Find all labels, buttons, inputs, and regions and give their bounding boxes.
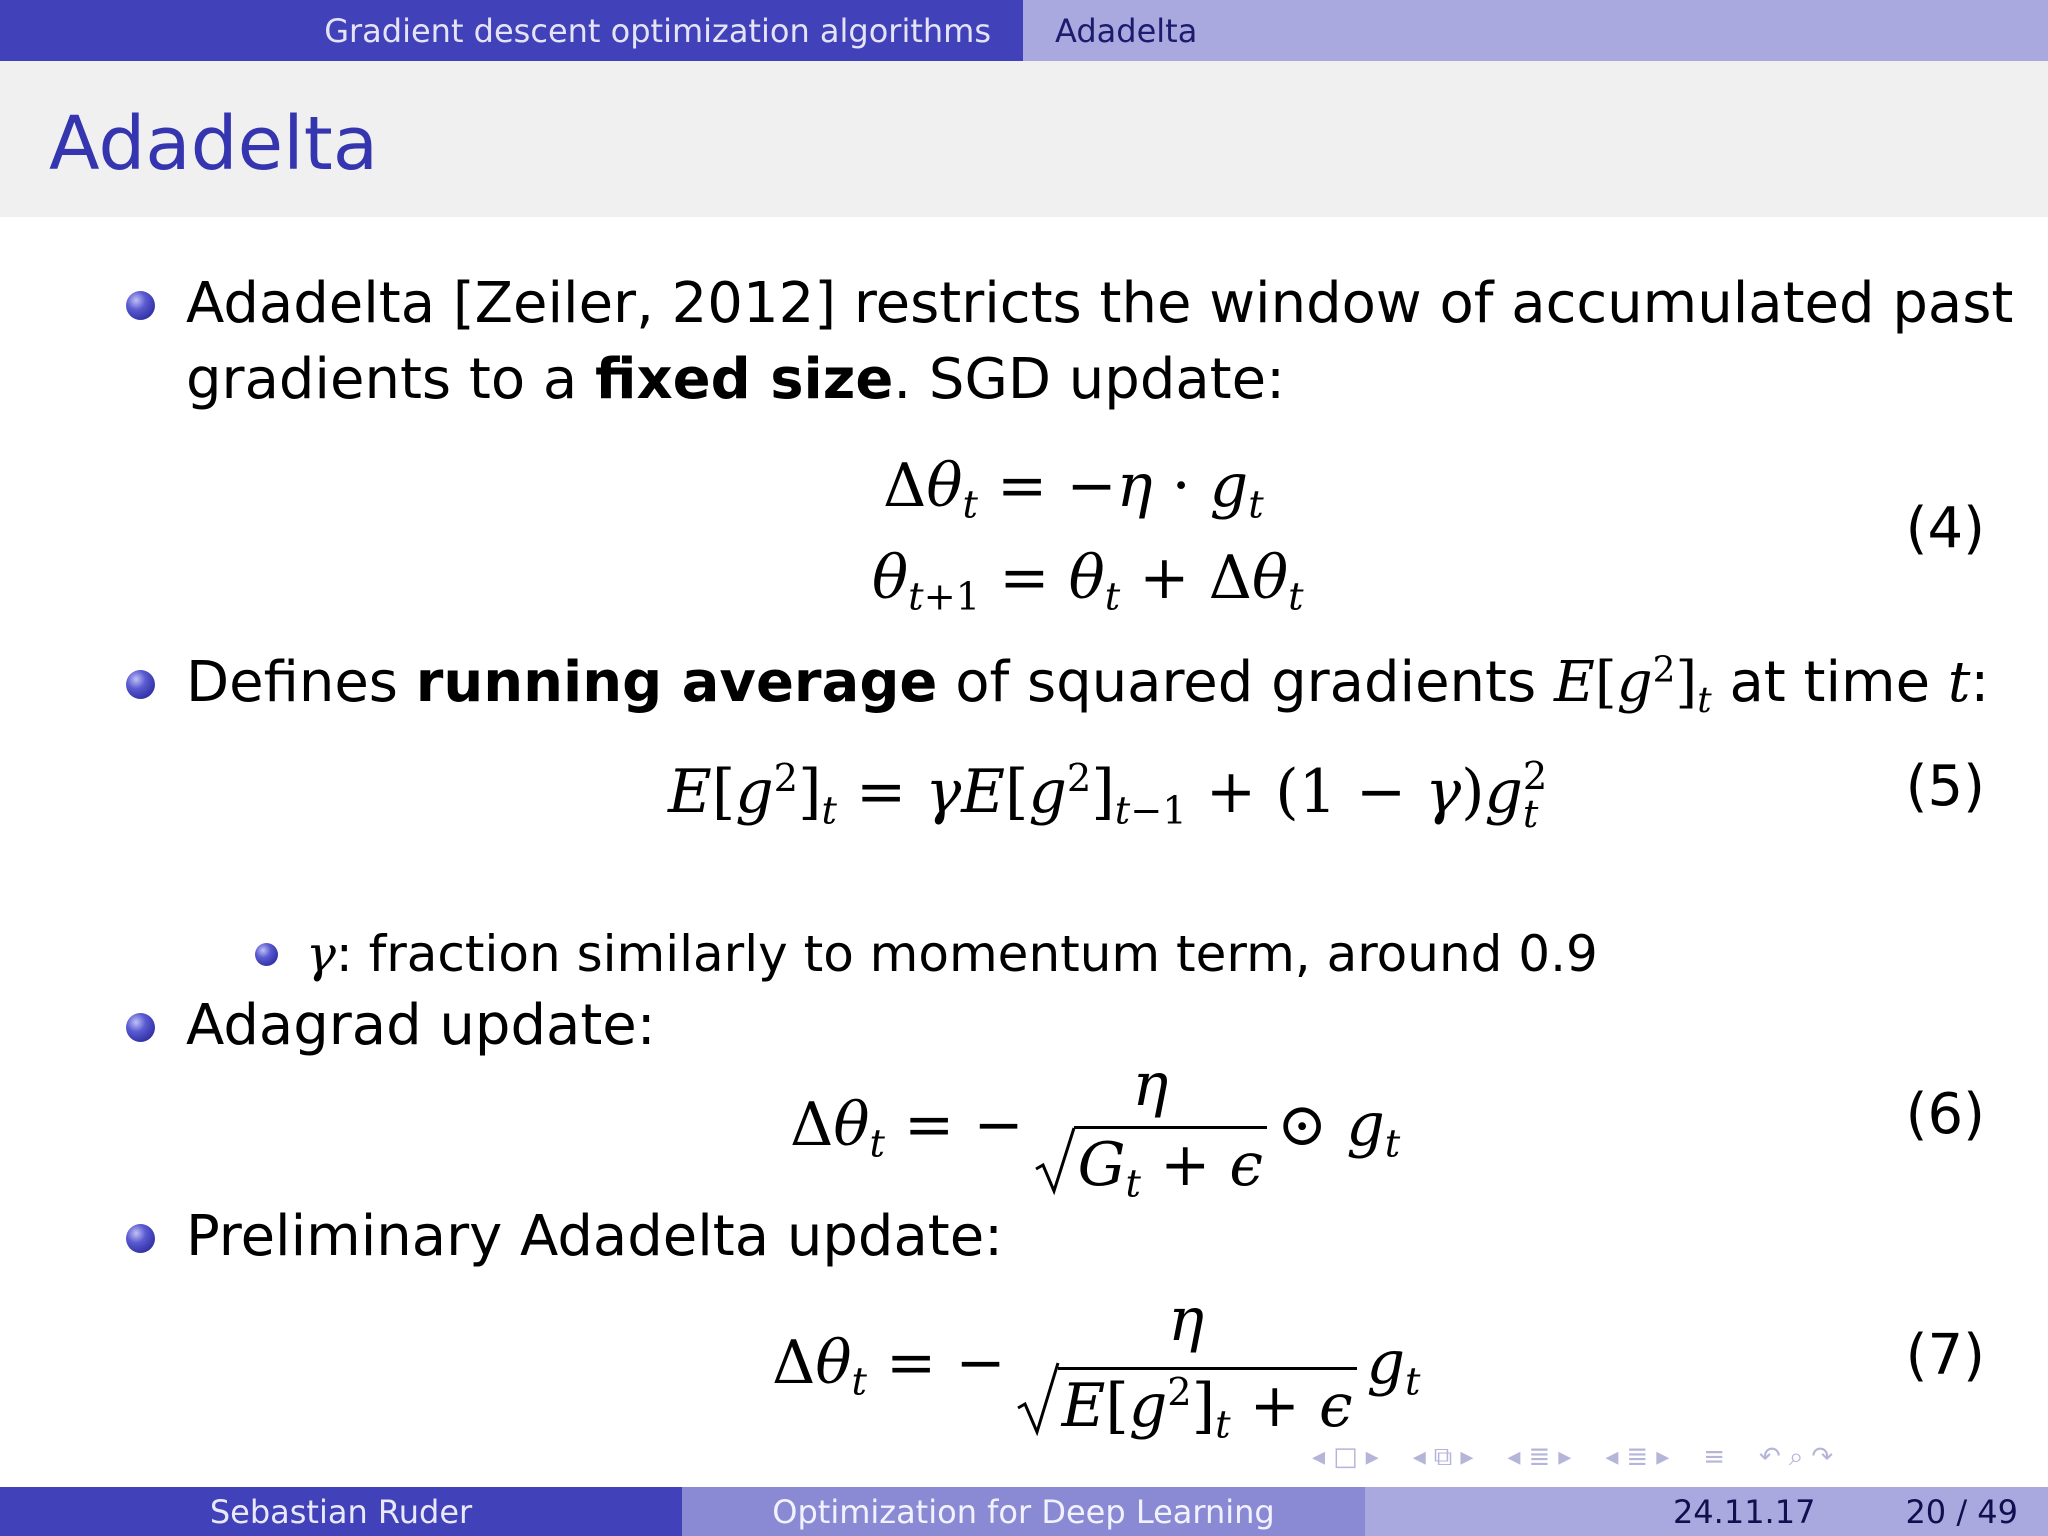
- bullet-2: Defines running average of squared gradients $E[g^2]_t$ at time t:: [186, 649, 1990, 721]
- align-group: [1703, 1442, 1725, 1472]
- bullet-4: Preliminary Adadelta update:: [186, 1204, 1004, 1269]
- header-section[interactable]: Gradient descent optimization algorithms: [0, 0, 1023, 61]
- nav-left-arrow-icon[interactable]: ◂: [1605, 1442, 1619, 1472]
- equation-4-line-2: $\theta_{t+1} = \theta_t + \Delta\theta_t$: [872, 543, 1304, 620]
- undo-icon[interactable]: ↶: [1759, 1442, 1781, 1472]
- footer-page-number: 20 / 49: [1905, 1492, 2018, 1531]
- header-bar: [0, 0, 2048, 61]
- sub-bullet-1: [306, 921, 1598, 987]
- bullet-2-bold: running average: [415, 650, 938, 715]
- align-icon[interactable]: ≡: [1703, 1442, 1726, 1472]
- frame-icon[interactable]: □: [1333, 1442, 1358, 1472]
- subsection-icon[interactable]: ⧉: [1433, 1441, 1453, 1472]
- nav-right-arrow-icon[interactable]: ▸: [1460, 1442, 1474, 1472]
- sub-bullet-gamma: γ: [306, 925, 336, 983]
- equation-4-line-1: $\Delta\theta_t = -\eta \cdot g_t$: [883, 451, 1264, 528]
- frame-title-bar: [0, 61, 2048, 217]
- navigation-symbols: [1312, 1440, 2032, 1474]
- nav-left-arrow-icon[interactable]: ◂: [1507, 1442, 1521, 1472]
- sub-bullet-dot-icon: [255, 943, 278, 966]
- search-icon[interactable]: ⌕: [1788, 1441, 1804, 1472]
- equation-6-fraction: η $G_t + \epsilon$: [1030, 1055, 1271, 1195]
- redo-icon[interactable]: ↷: [1811, 1442, 1834, 1472]
- bullet-dot-icon: [126, 670, 155, 699]
- section-nav-group: [1507, 1442, 1571, 1472]
- footer-right: [1365, 1487, 2048, 1536]
- equation-5: $E[g^2]_t = \gamma E[g^2]_{t-1} + (1 - \gamma)g$ 2 t: [668, 754, 1548, 838]
- equation-6: $\Delta\theta_t$ = − η $G_t + \epsilon$ ⊙ $g_t$: [790, 1050, 1401, 1207]
- equation-7: $\Delta\theta_t$ = − η $E[g^2]_t + \epsilon$ $g_t$: [772, 1285, 1421, 1448]
- equation-number-4: (4): [1905, 496, 1985, 561]
- bullet-1-line-2: [186, 342, 2013, 418]
- footer-author: Sebastian Ruder: [0, 1487, 682, 1536]
- bullet-dot-icon: [126, 1013, 155, 1042]
- bullet-1-line-2-post: . SGD update:: [893, 347, 1285, 412]
- nav-right-arrow-icon[interactable]: ▸: [1365, 1442, 1379, 1472]
- bullet-2-mid: of squared gradients: [937, 650, 1554, 715]
- header-subsection[interactable]: Adadelta: [1023, 0, 2048, 61]
- sub-bullet-text: : fraction similarly to momentum term, around 0.9: [335, 925, 1598, 983]
- equation-number-7: (7): [1905, 1323, 1985, 1388]
- equation-number-5: (5): [1905, 754, 1985, 819]
- footer-bar: [0, 1487, 2048, 1536]
- footer-date: 24.11.17: [1672, 1492, 1816, 1531]
- bullet-2-var: t: [1947, 650, 1971, 715]
- section-icon[interactable]: ≣: [1528, 1442, 1551, 1472]
- subsection-nav-group: [1413, 1442, 1474, 1473]
- section-icon[interactable]: ≣: [1626, 1442, 1649, 1472]
- search-group: [1759, 1442, 1833, 1473]
- bullet-2-pre: Defines: [186, 650, 416, 715]
- bullet-1: [186, 266, 2013, 418]
- part-nav-group: [1605, 1442, 1669, 1472]
- nav-left-arrow-icon[interactable]: ◂: [1312, 1442, 1326, 1472]
- bullet-dot-icon: [126, 291, 155, 320]
- frame-nav-group: [1312, 1442, 1379, 1472]
- bullet-3: Adagrad update:: [186, 993, 656, 1058]
- bullet-1-line-1: Adadelta [Zeiler, 2012] restricts the window of accumulated past: [186, 271, 2014, 336]
- nav-left-arrow-icon[interactable]: ◂: [1412, 1442, 1426, 1472]
- bullet-2-math: $E[g^2]_t$: [1553, 649, 1712, 721]
- equation-number-6: (6): [1905, 1082, 1985, 1147]
- equation-7-fraction: η $E[g^2]_t + \epsilon$: [1012, 1290, 1361, 1436]
- bullet-1-line-2-pre: gradients to a: [186, 347, 596, 412]
- nav-right-arrow-icon[interactable]: ▸: [1656, 1442, 1670, 1472]
- bullet-dot-icon: [126, 1224, 155, 1253]
- bullet-1-bold: fixed size: [595, 347, 894, 412]
- frame-title: Adadelta: [49, 101, 379, 187]
- footer-talk-title: Optimization for Deep Learning: [682, 1487, 1365, 1536]
- bullet-2-post: at time: [1711, 650, 1948, 715]
- nav-right-arrow-icon[interactable]: ▸: [1558, 1442, 1572, 1472]
